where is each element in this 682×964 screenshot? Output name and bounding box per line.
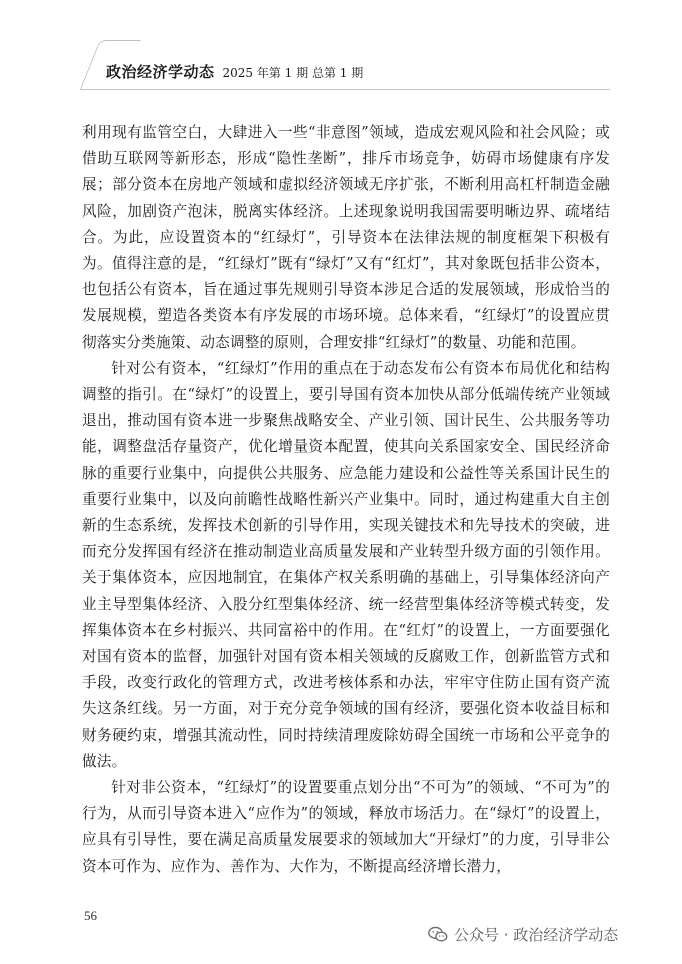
running-header: [80, 40, 610, 90]
page-number: 56: [84, 908, 97, 923]
wechat-icon: [428, 926, 448, 943]
header-text: [106, 62, 363, 83]
watermark-text: 公众号 · 政治经济学动态: [454, 926, 619, 944]
issue-info: 2025 年第 1 期 总第 1 期: [222, 66, 364, 80]
watermark: [428, 924, 618, 945]
header-rule: [80, 89, 610, 90]
article-body: [82, 120, 610, 880]
journal-name: 政治经济学动态: [106, 63, 215, 81]
paragraph-nonpublic-capital: 针对非公资本，“红绿灯”的设置要重点划分出“不可为”的领域、“不可为”的行为，从而引导资本进入“应作为”的领域，释放市场活力。在“绿灯”的设置上，应具有引导性，要在满足高质量发展要求的领域加大“开绿灯”的力度，引导非公资本可作为、应作为、善作为、大作为，不断提高经济增长潜力，: [82, 779, 610, 875]
paragraph-continued: 利用现有监管空白，大肆进入一些“非意图”领域，造成宏观风险和社会风险；或借助互联网等新形态，形成“隐性垄断”，排斥市场竞争，妨碍市场健康有序发展；部分资本在房地产领域和虚拟经济领域无序扩张，不断利用高杠杆制造金融风险，加剧资产泡沫，脱离实体经济。上述现象说明我国需要明晰边界、疏堵结合。为此，应设置资本的“红绿灯”，引导资本在法律法规的制度框架下积极有为。值得注意的是，“红绿灯”既有“绿灯”又有“红灯”，其对象既包括非公资本，也包括公有资本，旨在通过事先规则引导资本涉足合适的发展领域，形成恰当的发展规模，塑造各类资本有序发展的市场环境。总体来看，“红绿灯”的设置应贯彻落实分类施策、动态调整的原则，合理安排“红绿灯”的数量、功能和范围。: [82, 124, 610, 351]
paragraph-public-capital: 针对公有资本，“红绿灯”作用的重点在于动态发布公有资本布局优化和结构调整的指引。在“绿灯”的设置上，要引导国有资本加快从部分低端传统产业领域退出，推动国有资本进一步聚焦战略安全、产业引领、国计民生、公共服务等功能，调整盘活存量资产，优化增量资本配置，使其向关系国家安全、国民经济命脉的重要行业集中，向提供公共服务、应急能力建设和公益性等关系国计民生的重要行业集中，以及向前瞻性战略性新兴产业集中。同时，通过构建重大自主创新的生态系统，发挥技术创新的引导作用，实现关键技术和先导技术的突破，进而充分发挥国有经济在推动制造业高质量发展和产业转型升级方面的引领作用。关于集体资本，应因地制宜，在集体产权关系明确的基础上，引导集体经济向产业主导型集体经济、入股分红型集体经济、统一经营型集体经济等模式转变，发挥集体资本在乡村振兴、共同富裕中的作用。在“红灯”的设置上，一方面要强化对国有资本的监督，加强针对国有资本相关领域的反腐败工作，创新监管方式和手段，改变行政化的管理方式，改进考核体系和办法，牢牢守住防止国有资产流失这条红线。另一方面，对于充分竞争领域的国有经济，要强化资本收益目标和财务硬约束，增强其流动性，同时持续清理废除妨碍全国统一市场和公平竞争的做法。: [82, 359, 610, 770]
